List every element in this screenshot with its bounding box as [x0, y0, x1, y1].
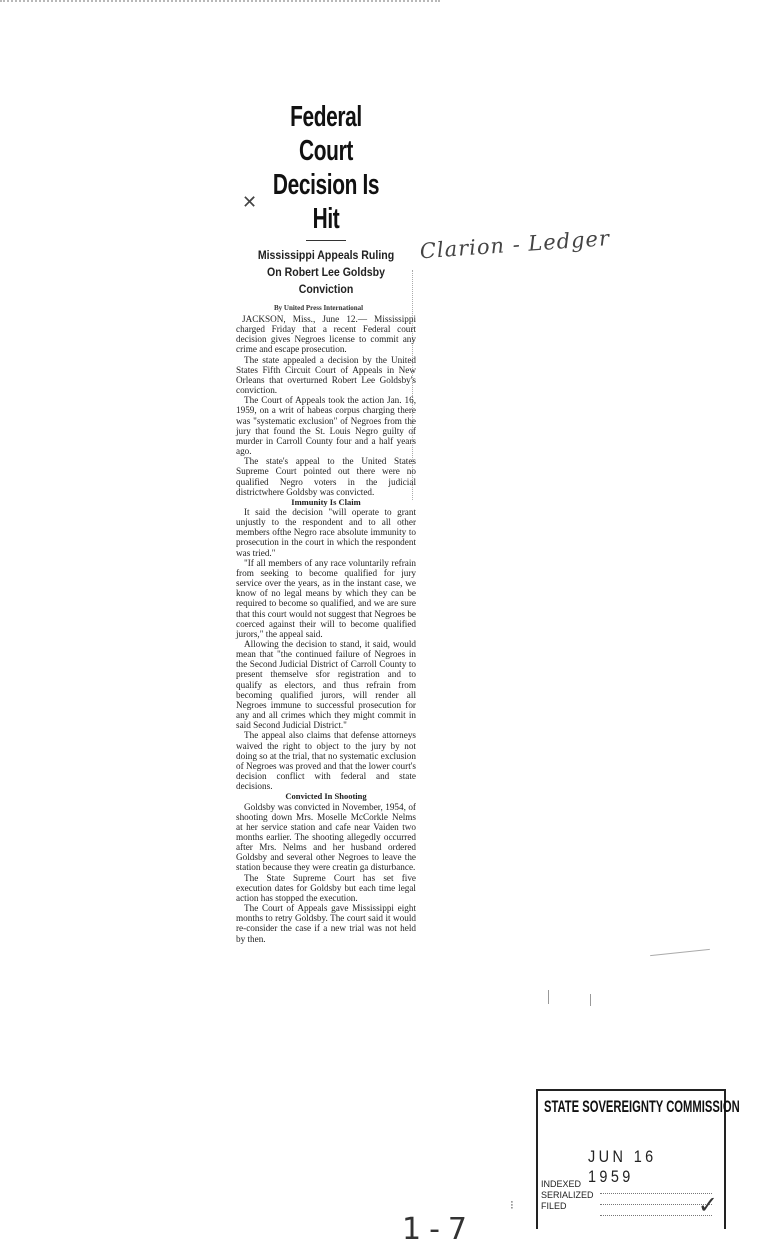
- paragraph: JACKSON, Miss., June 12.— Mississippi charged Friday that a recent Federal court decision gives Negroes license to commit any crime and escape prosecution.: [236, 314, 416, 355]
- newspaper-clipping: [236, 100, 416, 944]
- section-heading-shooting: Convicted In Shooting: [285, 791, 367, 802]
- paragraph: The Court of Appeals took the action Jan. 16, 1959, on a writ of habeas corpus charging there was "systematic exclusion" of Negroes from the jury that found the St. Louis Negro guilty of murder in Carroll County four and a half years ago.: [236, 395, 416, 457]
- stamp-line: [600, 1194, 712, 1205]
- paragraph: "If all members of any race voluntarily refrain from seeking to become qualified for jury service over the years, as in the instant case, we know of no legal means by which they can be required to become so qualified, and we are sure that this court would not suggest that Negroes be coerced against their will to become qualified jurors," the appeal said.: [236, 557, 416, 639]
- paragraph: It said the decision "will operate to grant unjustly to the respondent and to all other members ofthe Negro race absolute immunity to prosecution in the court in which the respondent was tried.": [236, 506, 416, 558]
- margin-check-mark: ✕: [242, 192, 258, 213]
- handwritten-file-number: 1-7: [402, 1212, 475, 1247]
- stamp-label-filed: FILED: [541, 1201, 567, 1211]
- byline: By United Press International: [274, 304, 364, 312]
- section-heading-immunity: Immunity Is Claim: [291, 496, 361, 507]
- headline-line-2: Decision Is Hit: [272, 169, 380, 235]
- subheadline: [247, 247, 405, 298]
- handwritten-source-note: Clarion - Ledger: [419, 226, 611, 264]
- checkmark-icon: ✓: [697, 1191, 718, 1219]
- stray-mark: ⁝: [510, 1198, 514, 1212]
- stamp-line: [600, 1183, 712, 1194]
- subhead-line-3: Conviction: [298, 282, 354, 296]
- article-body: [236, 314, 416, 944]
- paragraph: Goldsby was convicted in November, 1954, of shooting down Mrs. Moselle McCorkle Nelms at her service station and cafe near Vaiden two months earlier. The shooting allegedly occurred after Mrs. Nelms and her husband ordered Goldsby and several other Negroes to leave the station because they were creatin ga disturbance.: [236, 801, 416, 873]
- headline: [261, 100, 391, 236]
- paragraph: The State Supreme Court has set five execution dates for Goldsby but each time legal action has stopped the execution.: [236, 872, 416, 903]
- paragraph: The Court of Appeals gave Mississippi eight months to retry Goldsby. The court said it would re-consider the case if a new trial was not held by then.: [236, 903, 416, 944]
- commission-stamp: [536, 1089, 740, 1229]
- stray-mark: [650, 949, 710, 956]
- headline-rule: [306, 240, 346, 241]
- subhead-line-2: On Robert Lee Goldsby: [267, 265, 385, 279]
- stamp-date: JUN 16 1959: [588, 1147, 657, 1186]
- paragraph: The state appealed a decision by the United States Fifth Circuit Court of Appeals in New Orleans that overturned Robert Lee Goldsby's conviction.: [236, 354, 416, 396]
- stamp-label-serialized: SERIALIZED: [541, 1190, 594, 1200]
- stamp-line: [600, 1205, 712, 1216]
- stamp-labels: [541, 1179, 594, 1212]
- stamp-fill-lines: [600, 1183, 712, 1216]
- scan-edge-dots: [0, 0, 440, 5]
- stray-mark: [548, 990, 550, 1004]
- paragraph: The appeal also claims that defense attorneys waived the right to object to the jury by not doing so at the trial, that no systematic exclusion of Negroes was proved and that the lower court's decision conflict with federal and state decisions.: [236, 730, 416, 792]
- headline-line-1: Federal Court: [290, 101, 362, 167]
- paragraph: The state's appeal to the United States Supreme Court pointed out there were no qualified Negro voters in the judicial districtwhere Goldsby was convicted.: [236, 456, 416, 497]
- paragraph: Allowing the decision to stand, it said, would mean that "the continued failure of Negroes in the Second Judicial District of Carroll County to present themselve sfor registration and to qualify as electors, and thus refrain from becoming qualified jurors, will render all Negroes immune to successful prosecution for any and all crimes which they might commit in said Second Judicial District.": [236, 639, 416, 731]
- stray-mark: [590, 994, 592, 1006]
- stamp-label-indexed: INDEXED: [541, 1179, 582, 1189]
- stamp-title: STATE SOVEREIGNTY COMMISSION: [544, 1097, 740, 1116]
- subhead-line-1: Mississippi Appeals Ruling: [257, 248, 395, 262]
